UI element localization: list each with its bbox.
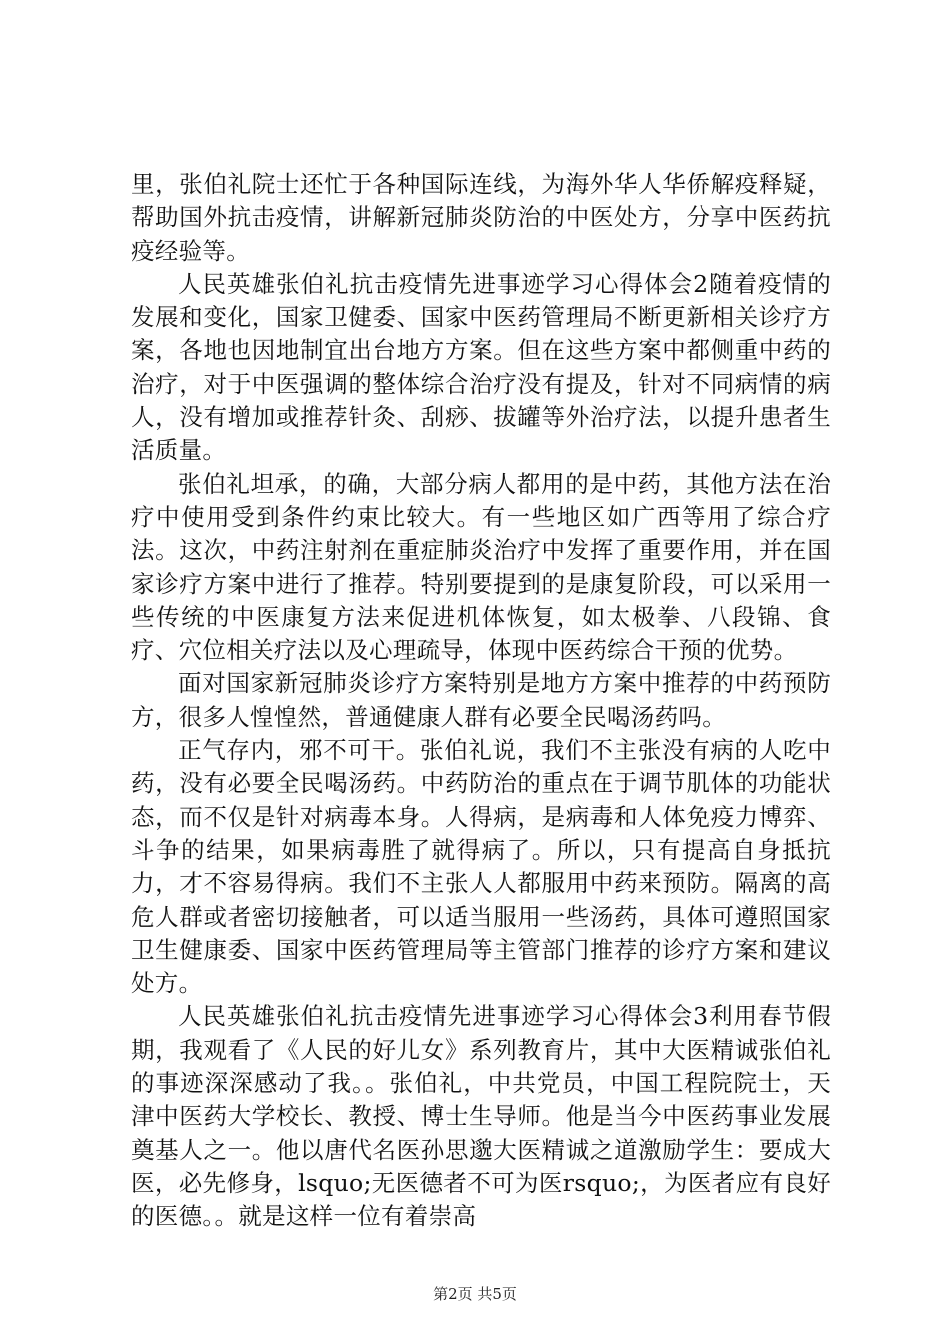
paragraph: 张伯礼坦承，的确，大部分病人都用的是中药，其他方法在治疗中使用受到条件约束比较大。有一些地区如广西等用了综合疗法。这次，中药注射剂在重症肺炎治疗中发挥了重要作用，并在国家诊疗方案中进行了推荐。特别要提到的是康复阶段，可以采用一些传统的中医康复方法来促进机体恢复，如太极拳、八段锦、食疗、穴位相关疗法以及心理疏导，体现中医药综合干预的优势。 — [131, 469, 831, 665]
paragraph-continuation: 里，张伯礼院士还忙于各种国际连线，为海外华人华侨解疫释疑，帮助国外抗击疫情，讲解新冠肺炎防治的中医处方，分享中医药抗疫经验等。 — [131, 170, 831, 265]
document-body — [131, 168, 831, 1234]
paragraph: 人民英雄张伯礼抗击疫情先进事迹学习心得体会3利用春节假期，我观看了《人民的好儿女》系列教育片，其中大医精诚张伯礼的事迹深深感动了我。。张伯礼，中共党员，中国工程院院士，天津中医药大学校长、教授、博士生导师。他是当今中医药事业发展奠基人之一。他以唐代名医孙思邈大医精诚之道激励学生：要成大医，必先修身，lsquo;无医德者不可为医rsquo;，为医者应有良好的医德。。就是这样一位有着崇高 — [131, 1002, 831, 1231]
paragraph: 正气存内，邪不可干。张伯礼说，我们不主张没有病的人吃中药，没有必要全民喝汤药。中药防治的重点在于调节肌体的功能状态，而不仅是针对病毒本身。人得病，是病毒和人体免疫力博弈、斗争的结果，如果病毒胜了就得病了。所以，只有提高自身抵抗力，才不容易得病。我们不主张人人都服用中药来预防。隔离的高危人群或者密切接触者，可以适当服用一些汤药，具体可遵照国家卫生健康委、国家中医药管理局等主管部门推荐的诊疗方案和建议处方。 — [131, 736, 831, 998]
paragraph: 面对国家新冠肺炎诊疗方案特别是地方方案中推荐的中药预防方，很多人惶惶然，普通健康人群有必要全民喝汤药吗。 — [131, 669, 831, 731]
paragraph: 人民英雄张伯礼抗击疫情先进事迹学习心得体会2随着疫情的发展和变化，国家卫健委、国家中医药管理局不断更新相关诊疗方案，各地也因地制宜出台地方方案。但在这些方案中都侧重中药的治疗，对于中医强调的整体综合治疗没有提及，针对不同病情的病人，没有增加或推荐针灸、刮痧、拔罐等外治疗法，以提升患者生活质量。 — [131, 269, 831, 465]
page-footer: 第2页 共5页 — [433, 1285, 517, 1303]
